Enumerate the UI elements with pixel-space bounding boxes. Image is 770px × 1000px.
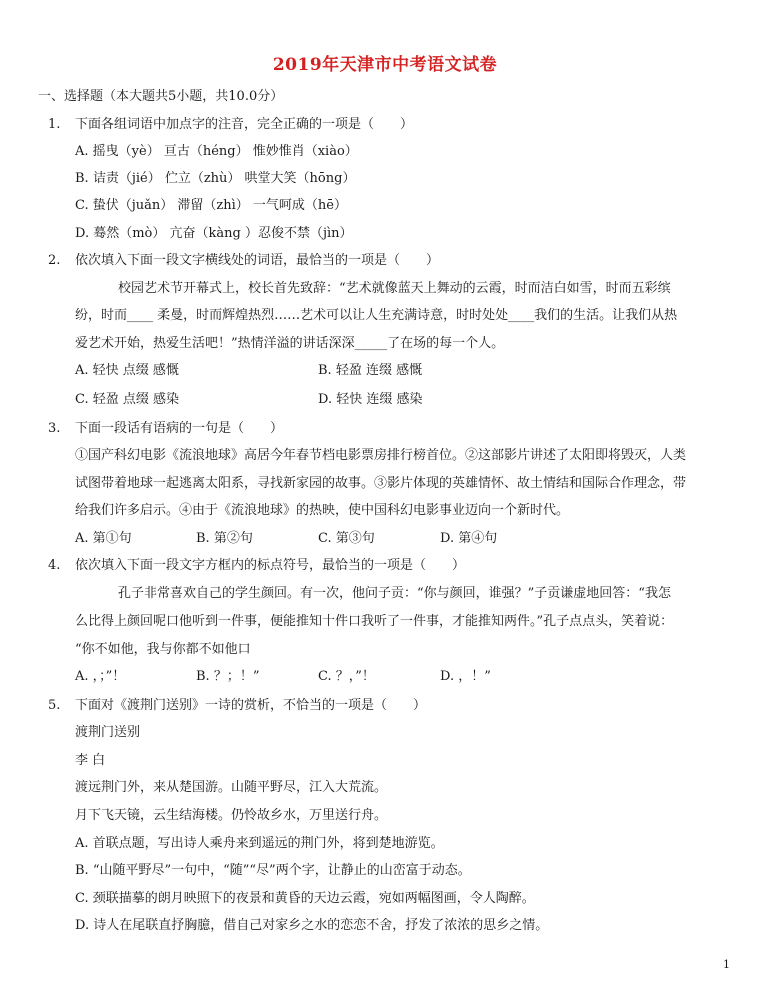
question-4-passage-line-3: “你不如他，我与你都不如他口 bbox=[75, 642, 251, 657]
section-heading: 一、选择题（本大题共5小题，共10.0分） bbox=[38, 89, 284, 104]
question-2-stem bbox=[48, 252, 439, 270]
question-3-passage-line-2: 试图带着地球一起逃离太阳系，寻找新家园的故事。③影片体现的英雄情怀、故土情结和国际合作理念，带 bbox=[75, 476, 687, 491]
question-5-option-b: B. “山随平野尽”一句中，“随”“尽”两个字，让静止的山峦富于动态。 bbox=[75, 863, 471, 878]
question-4-option-b: B. ？；！” bbox=[196, 669, 260, 684]
question-2-passage-line-3: 爱艺术开始，热爱生活吧！”热情洋溢的讲话深深_____了在场的每一个人。 bbox=[75, 336, 505, 351]
question-5-option-d: D. 诗人在尾联直抒胸臆，借自己对家乡之水的恋恋不舍，抒发了浓浓的思乡之情。 bbox=[75, 918, 549, 933]
question-4-passage-line-2: 么比得上颜回呢口他听到一件事，便能推知十件口我听了一件事，才能推知两件。”孔子点点头，笑着说： bbox=[75, 614, 674, 629]
question-5-number: 5. bbox=[48, 698, 61, 713]
question-5-text: 下面对《渡荆门送别》一诗的赏析，不恰当的一项是（ ） bbox=[75, 698, 427, 713]
question-1-stem bbox=[48, 116, 413, 134]
question-1-option-a: A. 摇曳（yè） 亘古（héng） 惟妙惟肖（xiào） bbox=[75, 144, 358, 159]
question-2-text: 依次填入下面一段文字横线处的词语，最恰当的一项是（ ） bbox=[75, 253, 440, 268]
question-3-option-c: C. 第③句 bbox=[318, 531, 375, 546]
question-2-passage-line-1: 校园艺术节开幕式上，校长首先致辞：“艺术就像蓝天上舞动的云霞，时而洁白如雪，时而五彩缤 bbox=[118, 281, 671, 296]
question-5-option-a: A. 首联点题，写出诗人乘舟来到遥远的荆门外，将到楚地游览。 bbox=[75, 836, 444, 851]
poem-author: 李 白 bbox=[75, 753, 106, 768]
question-4-option-d: D. ，！” bbox=[440, 669, 491, 684]
question-2-number: 2. bbox=[48, 253, 61, 268]
question-4-text: 依次填入下面一段文字方框内的标点符号，最恰当的一项是（ ） bbox=[75, 558, 466, 573]
question-1-option-c: C. 蛰伏（juǎn） 滞留（zhì） 一气呵成（hē） bbox=[75, 198, 347, 213]
question-2-option-b: B. 轻盈 连缀 感慨 bbox=[318, 363, 423, 378]
question-3-number: 3. bbox=[48, 421, 61, 436]
question-2-option-d: D. 轻快 连缀 感染 bbox=[318, 392, 423, 407]
poem-title: 渡荆门送别 bbox=[75, 725, 141, 740]
question-2-option-a: A. 轻快 点缀 感慨 bbox=[75, 363, 179, 378]
question-4-passage-line-1: 孔子非常喜欢自己的学生颜回。有一次，他问子贡：“你与颜回，谁强？”子贡谦虚地回答：“我怎 bbox=[118, 586, 671, 601]
question-5-option-c: C. 颈联描摹的朗月映照下的夜景和黄昏的天边云霞，宛如两幅图画，令人陶醉。 bbox=[75, 891, 535, 906]
question-4-number: 4. bbox=[48, 558, 61, 573]
question-3-option-b: B. 第②句 bbox=[196, 531, 253, 546]
question-5-stem bbox=[48, 697, 426, 715]
question-4-option-c: C. ？，”！ bbox=[318, 669, 375, 684]
question-1-option-b: B. 诘责（jié） 伫立（zhù） 哄堂大笑（hōng） bbox=[75, 171, 356, 186]
question-4-stem bbox=[48, 557, 465, 575]
question-4-option-a: A. ，；”！ bbox=[75, 669, 126, 684]
question-3-passage-line-3: 给我们许多启示。④由于《流浪地球》的热映，使中国科幻电影事业迈向一个新时代。 bbox=[75, 503, 570, 518]
question-3-text: 下面一段话有语病的一句是（ ） bbox=[75, 421, 284, 436]
question-1-text: 下面各组词语中加点字的注音，完全正确的一项是（ ） bbox=[75, 117, 414, 132]
question-2-passage-line-2: 纷，时而____ 柔曼，时而辉煌热烈……艺术可以让人生充满诗意，时时处处____我们的生活。让我们从热 bbox=[75, 308, 678, 323]
poem-line-1: 渡远荆门外，来从楚国游。山随平野尽，江入大荒流。 bbox=[75, 780, 388, 795]
question-3-stem bbox=[48, 420, 283, 438]
question-3-passage-line-1: ①国产科幻电影《流浪地球》高居今年春节档电影票房排行榜首位。②这部影片讲述了太阳即将毁灭，人类 bbox=[75, 448, 687, 463]
question-3-option-a: A. 第①句 bbox=[75, 531, 132, 546]
exam-title: 2019年天津市中考语文试卷 bbox=[272, 55, 498, 75]
poem-line-2: 月下飞天镜，云生结海楼。仍怜故乡水，万里送行舟。 bbox=[75, 808, 388, 823]
page-number: 1 bbox=[723, 958, 730, 971]
question-1-number: 1. bbox=[48, 117, 61, 132]
question-1-option-d: D. 蓦然（mò） 亢奋（kàng ）忍俊不禁（jìn） bbox=[75, 226, 353, 241]
question-3-option-d: D. 第④句 bbox=[440, 531, 498, 546]
question-2-option-c: C. 轻盈 点缀 感染 bbox=[75, 392, 180, 407]
